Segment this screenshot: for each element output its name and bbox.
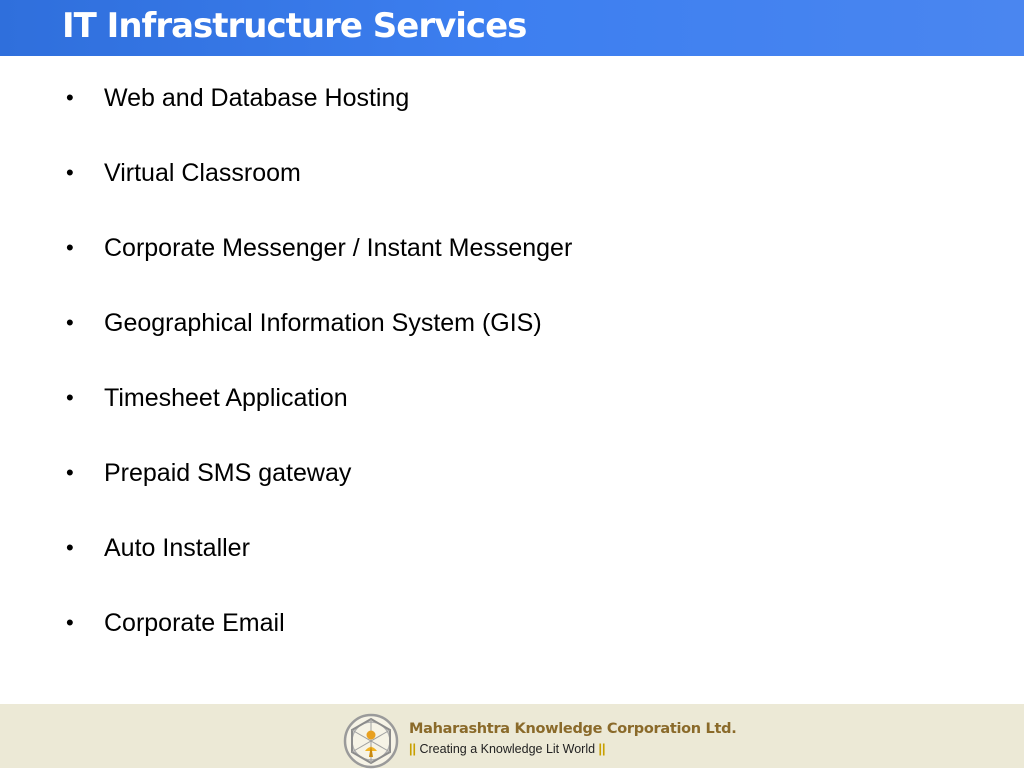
slide-title: IT Infrastructure Services xyxy=(62,6,527,46)
org-name: Maharashtra Knowledge Corporation Ltd. xyxy=(409,721,737,737)
list-item-label: Geographical Information System (GIS) xyxy=(104,309,542,337)
org-tagline xyxy=(409,742,606,756)
bullet-icon: • xyxy=(66,460,74,485)
list-item-label: Corporate Messenger / Instant Messenger xyxy=(104,234,573,262)
bullet-icon: • xyxy=(66,85,74,110)
list-item-label: Web and Database Hosting xyxy=(104,84,410,112)
title-bar xyxy=(0,0,1024,56)
tagline-bar-left: || xyxy=(409,742,416,756)
tagline-text: Creating a Knowledge Lit World xyxy=(419,742,596,756)
bullet-icon: • xyxy=(66,385,74,410)
list-item-label: Auto Installer xyxy=(104,534,250,562)
tagline-bar-right: || xyxy=(598,742,606,756)
bullet-icon: • xyxy=(66,610,74,635)
list-item-label: Corporate Email xyxy=(104,609,285,637)
mkcl-logo-icon xyxy=(343,713,399,769)
bullet-icon: • xyxy=(66,535,74,560)
list-item-label: Timesheet Application xyxy=(104,384,348,412)
bullet-icon: • xyxy=(66,310,74,335)
bullet-icon: • xyxy=(66,160,74,185)
list-item-label: Prepaid SMS gateway xyxy=(104,459,352,487)
list-item-label: Virtual Classroom xyxy=(104,159,301,187)
footer xyxy=(0,704,1024,768)
bullet-icon: • xyxy=(66,235,74,260)
